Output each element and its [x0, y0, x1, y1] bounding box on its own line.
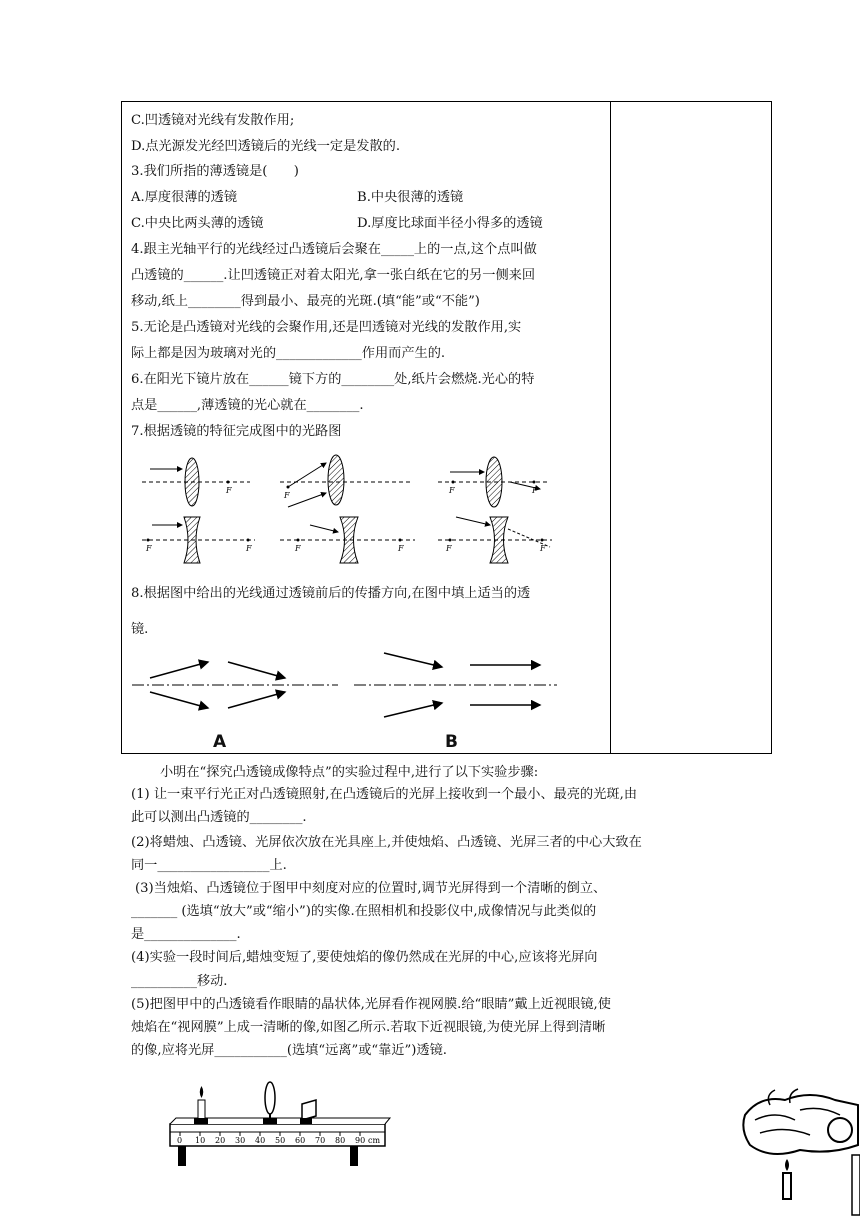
- question-3: 3.我们所指的薄透镜是( ): [131, 164, 299, 179]
- eye-glasses-figure: [740, 1075, 860, 1215]
- ruler-label: 0: [177, 1136, 183, 1145]
- step-4-line1: (4)实验一段时间后,蜡烛变短了,要使烛焰的像仍然成在光屏的中心,应该将光屏向: [131, 950, 598, 965]
- step-3-line2: _______ (选填“放大”或“缩小”)的实像.在照相机和投影仪中,成像情况与此类似的: [131, 904, 597, 919]
- focus-label: F: [226, 486, 232, 495]
- light-path-diagram-b: [352, 645, 562, 725]
- ruler-label: 20: [215, 1136, 226, 1145]
- ray-diagram-q7: [140, 455, 560, 565]
- question-7: 7.根据透镜的特征完成图中的光路图: [131, 424, 342, 439]
- experiment-intro: 小明在“探究凸透镜成像特点”的实验过程中,进行了以下实验步骤:: [160, 765, 539, 780]
- focus-label: F: [284, 491, 290, 500]
- ruler-label: cm: [368, 1136, 381, 1145]
- focus-label: F: [446, 544, 452, 553]
- step-5-line1: (5)把图甲中的凸透镜看作眼睛的晶状体,光屏看作视网膜.给“眼睛”戴上近视眼镜,使: [131, 997, 611, 1012]
- question-4-line3: 移动,纸上________得到最小、最亮的光斑.(填“能”或“不能”): [131, 294, 480, 309]
- focus-label: F: [540, 544, 546, 553]
- focus-label: F: [449, 486, 455, 495]
- step-5-line2: 烛焰在“视网膜”上成一清晰的像,如图乙所示.若取下近视眼镜,为使光屏上得到清晰: [131, 1020, 606, 1035]
- diagram-label-a: A: [213, 732, 227, 752]
- ruler-label: 50: [275, 1136, 286, 1145]
- focus-label: F: [398, 544, 404, 553]
- question-5-line1: 5.无论是凸透镜对光线的会聚作用,还是凹透镜对光线的发散作用,实: [131, 320, 522, 335]
- ruler-label: 70: [315, 1136, 326, 1145]
- ruler-label: 80: [335, 1136, 346, 1145]
- diagram-label-b: B: [445, 732, 458, 752]
- focus-label: F: [295, 544, 301, 553]
- focus-label: F: [532, 486, 538, 495]
- q3-option-c: C.中央比两头薄的透镜: [131, 216, 264, 231]
- step-2-line2: 同一_________________上.: [131, 858, 287, 873]
- ruler-label: 30: [235, 1136, 246, 1145]
- q3-option-d: D.厚度比球面半径小得多的透镜: [357, 216, 543, 231]
- ruler-label: 60: [295, 1136, 306, 1145]
- step-1-line2: 此可以测出凸透镜的________.: [131, 810, 307, 825]
- q3-option-a: A.厚度很薄的透镜: [131, 190, 238, 205]
- q3-option-b: B.中央很薄的透镜: [357, 190, 464, 205]
- ruler-label: 40: [255, 1136, 266, 1145]
- question-5-line2: 际上都是因为玻璃对光的_____________作用而产生的.: [131, 346, 446, 361]
- step-4-line2: __________移动.: [131, 974, 228, 989]
- step-2-line1: (2)将蜡烛、凸透镜、光屏依次放在光具座上,并使烛焰、凸透镜、光屏三者的中心大致在: [131, 835, 642, 850]
- light-path-diagram-a: [130, 650, 340, 720]
- step-1-line1: (1) 让一束平行光正对凸透镜照射,在凸透镜后的光屏上接收到一个最小、最亮的光斑,由: [131, 787, 638, 802]
- question-6-line1: 6.在阳光下镜片放在______镜下方的________处,纸片会燃烧.光心的特: [131, 372, 535, 387]
- ruler-label: 90: [355, 1136, 366, 1145]
- focus-label: F: [146, 544, 152, 553]
- step-5-line3: 的像,应将光屏___________(选填“远离”或“靠近”)透镜.: [131, 1043, 447, 1058]
- ruler-label: 10: [195, 1136, 206, 1145]
- table-divider: [610, 101, 611, 754]
- question-6-line2: 点是______,薄透镜的光心就在________.: [131, 398, 364, 413]
- option-c-line: C.凹透镜对光线有发散作用;: [131, 113, 295, 128]
- step-3-line3: 是______________.: [131, 927, 241, 942]
- step-3-line1: (3)当烛焰、凸透镜位于图甲中刻度对应的位置时,调节光屏得到一个清晰的倒立、: [135, 881, 607, 896]
- option-d-line: D.点光源发光经凹透镜后的光线一定是发散的.: [131, 139, 401, 154]
- focus-label: F: [246, 544, 252, 553]
- question-4-line2: 凸透镜的______.让凹透镜正对着太阳光,拿一张白纸在它的另一侧来回: [131, 268, 536, 283]
- question-8-line1: 8.根据图中给出的光线通过透镜前后的传播方向,在图中填上适当的透: [131, 586, 531, 601]
- optical-bench-figure: [170, 1080, 390, 1175]
- question-4-line1: 4.跟主光轴平行的光线经过凸透镜后会聚在_____上的一点,这个点叫做: [131, 242, 537, 257]
- question-8-line2: 镜.: [131, 622, 149, 637]
